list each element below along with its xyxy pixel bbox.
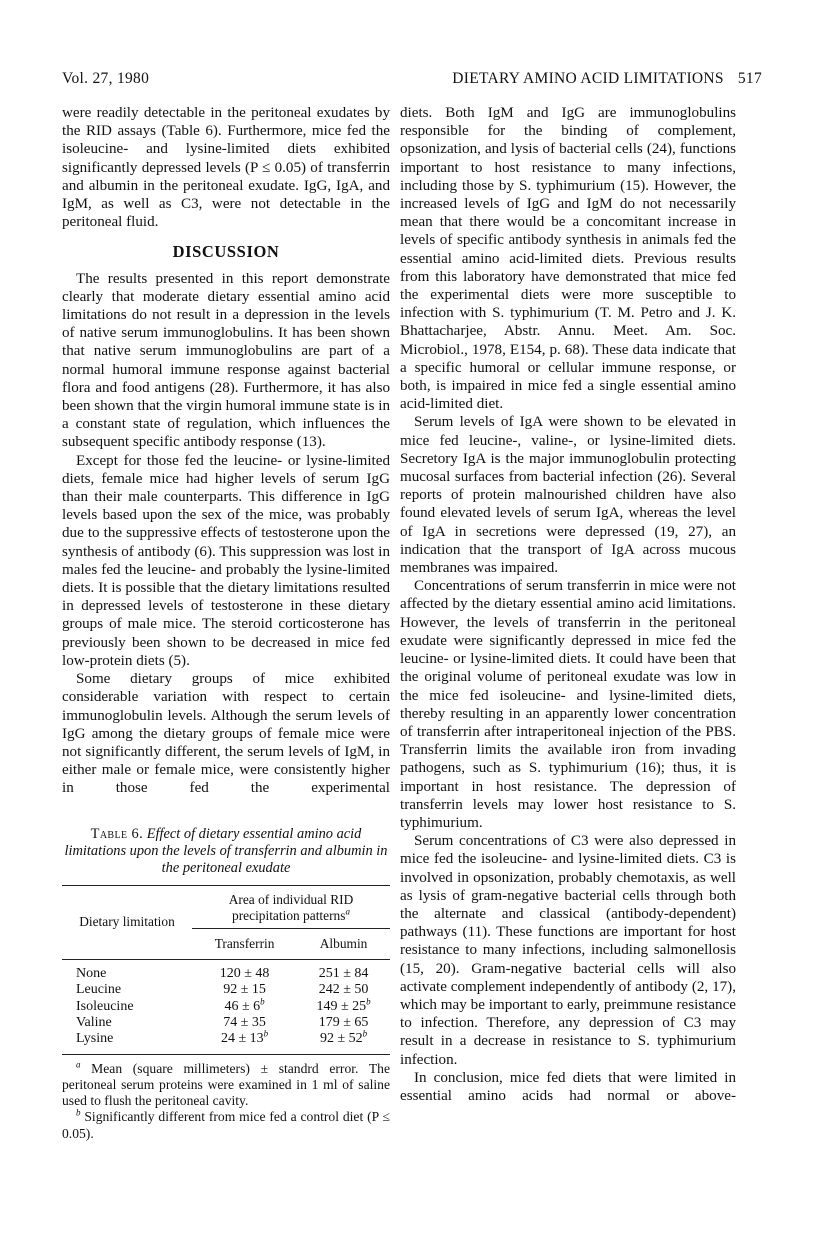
cell-transferrin xyxy=(192,995,297,1015)
table-label: Table 6. xyxy=(90,825,144,842)
section-heading: DISCUSSION xyxy=(172,242,280,262)
footnote-marker: b xyxy=(362,1028,368,1039)
transferrin-value: 24 ± 13 xyxy=(220,1031,264,1047)
diet-label: Leucine xyxy=(76,982,122,998)
table-caption xyxy=(62,826,390,877)
table-row xyxy=(62,1031,390,1054)
footnote-marker: b xyxy=(366,995,371,1006)
cell-albumin xyxy=(297,1015,390,1031)
paragraph: Except for those fed the leucine- or lysine-limited diets, female mice had higher levels of serum IgG than their male counterparts. This difference in IgG levels based upon the sex of the mice, was probably due to the suppressive effects of testosterone upon the synthesis of antibody (6). This suppression was lost in males fed the leucine- and probably the lysine-limited diets. It is possible that the dietary limitations resulted in depressed levels of testosterone in these dietary groups of male mice. The steroid corticosterone has previously been shown to be decreased in mice fed low-protein diets (5). xyxy=(62,452,390,669)
table-row xyxy=(62,999,390,1015)
paragraph: diets. Both IgM and IgG are immunoglobulins responsible for the binding of complement, opsonization, and lysis of bacterial cells (24), functions important to host resistance to many infections, including those by S. typhimurium (15). However, the increased levels of IgG and IgM do not necessarily mean that there would be a concomitant increase in levels of specific antibody synthesis in animals fed the essential amino acid-limited diets. Previous results from this laboratory have demonstrated that mice fed the experimental diets were more susceptible to infection with S. typhimurium (T. M. Petro and J. K. Bhattacharjee, Abstr. Annu. Meet. Am. Soc. Microbiol., 1978, E154, p. 68). These data indicate that a specific humoral or cellular immune response, or both, is impaired in mice fed a single essential amino acid-limited diet. xyxy=(400,105,736,413)
running-title-text: DIETARY AMINO ACID LIMITATIONS xyxy=(452,70,724,87)
diet-label: None xyxy=(76,965,107,981)
footnote-marker: b xyxy=(76,1107,81,1118)
cell-diet xyxy=(62,999,192,1015)
cell-transferrin xyxy=(192,960,297,982)
cell-albumin xyxy=(297,1028,390,1054)
paragraph: Some dietary groups of mice exhibited considerable variation with respect to certain immunoglobulin levels. Although the serum levels of IgG among the dietary groups of female mice were not significantly different, the serum levels of IgM, in either male or female mice, were consistently higher in those fed the experimental xyxy=(62,671,390,797)
albumin-value: 179 ± 65 xyxy=(318,1014,369,1030)
table-row xyxy=(62,1015,390,1031)
column-header-albumin: Albumin xyxy=(297,928,390,959)
cell-diet xyxy=(62,1031,192,1054)
table-footnotes xyxy=(62,1061,390,1142)
column-header-transferrin: Transferrin xyxy=(192,928,297,959)
footnote-marker: a xyxy=(345,906,350,917)
footnote xyxy=(62,1061,390,1110)
transferrin-value: 46 ± 6 xyxy=(224,998,261,1014)
cell-diet xyxy=(62,982,192,998)
cell-albumin xyxy=(297,960,390,982)
column-header-area-text: Area of individual RID precipitation patterns xyxy=(228,891,354,923)
table-row xyxy=(62,982,390,998)
footnote-marker: a xyxy=(76,1059,81,1070)
right-column xyxy=(400,104,736,1105)
data-table xyxy=(62,885,390,1055)
cell-transferrin xyxy=(192,1015,297,1031)
left-column xyxy=(62,104,390,1142)
cell-albumin xyxy=(297,995,390,1015)
albumin-value: 149 ± 25 xyxy=(316,998,367,1014)
page-number: 517 xyxy=(737,70,762,87)
diet-label: Isoleucine xyxy=(76,998,134,1014)
cell-transferrin xyxy=(192,1028,297,1054)
table-row xyxy=(62,960,390,982)
paragraph: Serum levels of IgA were shown to be elevated in mice fed leucine-, valine-, or lysine-limited diets. Secretory IgA is the major immunoglobulin protecting mucosal surfaces from bacterial infection (26). Several reports of protein malnourished children have also found elevated levels of serum IgA, whereas the level of IgA in secretions were depressed (19, 27), an indication that the transport of IgA across mucous membranes was impaired. xyxy=(400,414,736,577)
journal-volume: Vol. 27, 1980 xyxy=(62,70,150,87)
cell-albumin xyxy=(297,982,390,998)
albumin-value: 92 ± 52 xyxy=(319,1031,363,1047)
footnote-text: Significantly different from mice fed a control diet (P ≤ 0.05). xyxy=(62,1109,390,1141)
transferrin-value: 120 ± 48 xyxy=(219,965,270,981)
footnote-text: Mean (square millimeters) ± standrd error. The peritoneal serum proteins were examined in 1 ml of saline used to flush the peritoneal cavity. xyxy=(62,1060,390,1109)
paragraph: In conclusion, mice fed diets that were limited in essential amino acids had normal or above- xyxy=(400,1069,736,1104)
paragraph: The results presented in this report demonstrate clearly that moderate dietary essential amino acid limitations do not result in a depression in the levels of native serum immunoglobulins. It has been shown that native serum immunoglobulins are part of a normal humoral immune response against bacterial flora and food antigens (28). Furthermore, it has also been shown that the virgin humoral immune state is in a constant state of regulation, which influences the subsequent specific antibody response (13). xyxy=(62,270,390,451)
albumin-value: 242 ± 50 xyxy=(318,982,369,998)
cell-diet xyxy=(62,960,192,982)
running-header xyxy=(62,70,762,94)
column-header-area xyxy=(192,885,390,928)
paragraph: Serum concentrations of C3 were also depressed in mice fed the isoleucine- and lysine-limited diets. C3 is involved in opsonization, probably chemotaxis, as well as lysis of gram-negative bacterial cells through both the alternate and classical (antibody-dependent) pathways (11). These functions are important for host resistance to many infections, including salmonellosis (15, 20). Gram-negative bacterial cells will also activate complement independently of antibody (2, 17), which may be important to early, preimmune resistance to infection. Therefore, any depression of C3 may result in a decrease in resistance to S. typhimurium infection. xyxy=(400,833,736,1068)
footnote xyxy=(62,1109,390,1141)
footnote-marker: b xyxy=(260,995,265,1006)
transferrin-value: 92 ± 15 xyxy=(223,982,266,998)
diet-label: Valine xyxy=(76,1014,112,1030)
cell-transferrin xyxy=(192,982,297,998)
cell-diet xyxy=(62,1015,192,1031)
table-title: Effect of dietary essential amino acid limitations upon the levels of transferrin and albumin in the peritoneal exudate xyxy=(64,825,388,876)
paragraph: Concentrations of serum transferrin in mice were not affected by the dietary essential amino acid limitations. However, the levels of transferrin in the peritoneal exudate were significantly depressed in mice fed the leucine- or lysine-limited diets. It could have been that the original volume of peritoneal exudate was low in the mice fed isoleucine- and lysine-limited diets, thereby resulting in an apparently lower concentration of transferrin after intraperitoneal injection of the PBS. Transferrin limits the available iron from invading pathogens, such as S. typhimurium (16); thus, it is important in host resistance. The depression of transferrin levels may lower host resistance to S. typhimurium. xyxy=(400,578,736,831)
albumin-value: 251 ± 84 xyxy=(318,965,369,981)
transferrin-value: 74 ± 35 xyxy=(223,1014,266,1030)
column-header-dietary: Dietary limitation xyxy=(62,885,192,959)
diet-label: Lysine xyxy=(76,1031,114,1047)
footnote-marker: b xyxy=(263,1028,269,1039)
running-title xyxy=(452,70,762,88)
paragraph: were readily detectable in the peritoneal exudates by the RID assays (Table 6). Furthermore, mice fed the isoleucine- and lysine-limited diets exhibited significantly depressed levels (P ≤ 0.05) of transferrin and albumin in the peritoneal exudate. IgG, IgA, and IgM, as well as C3, were not detectable in the peritoneal fluid. xyxy=(62,105,390,231)
